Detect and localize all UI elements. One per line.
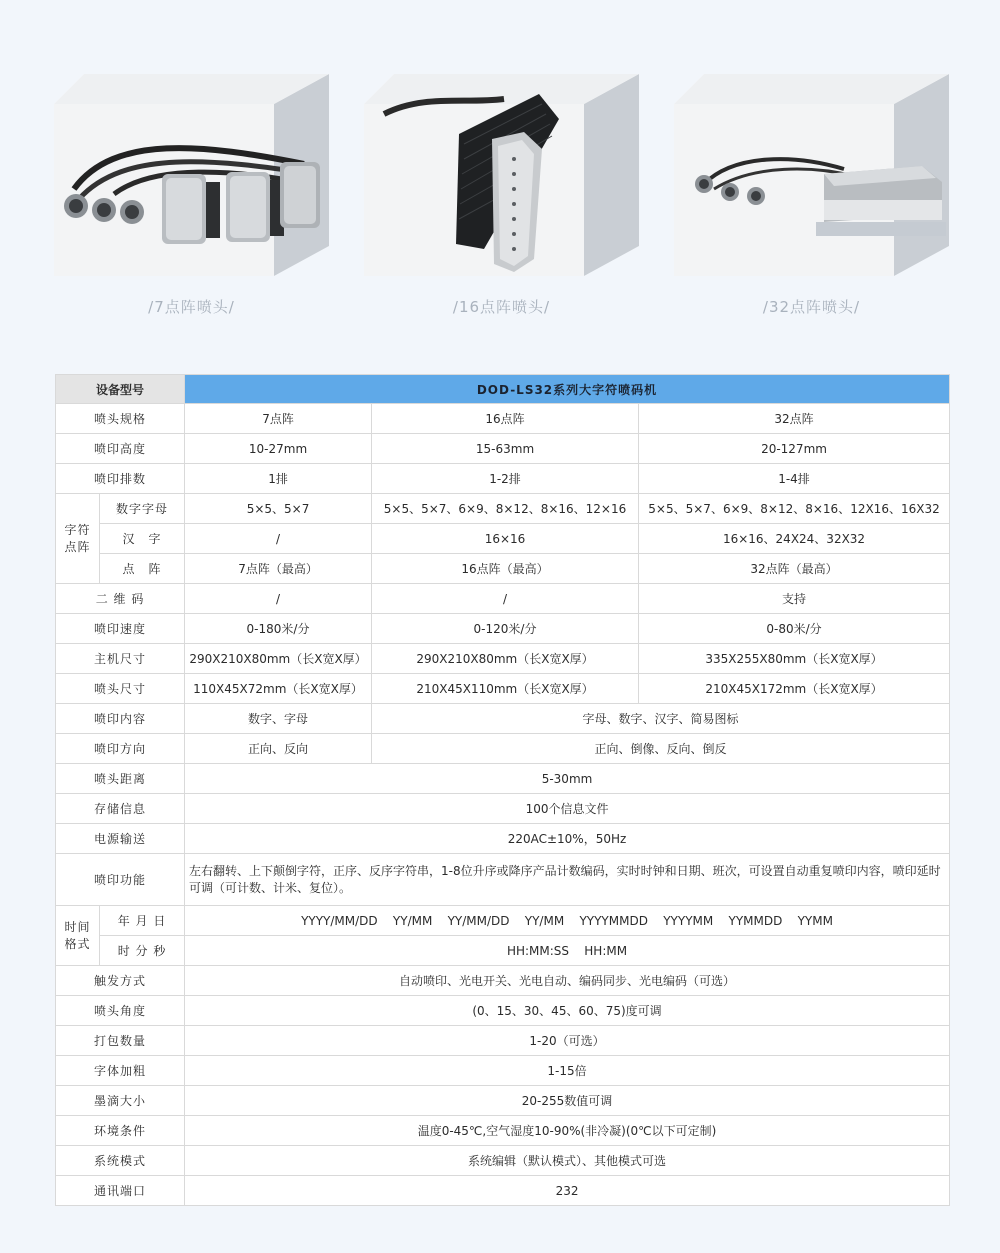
cell: 1-4排 — [639, 464, 950, 494]
row-label: 通讯端口 — [56, 1176, 185, 1206]
row-label: 喷头规格 — [56, 404, 185, 434]
table-row-dots — [56, 554, 950, 584]
cell: 32点阵（最高） — [639, 554, 950, 584]
cell: 7点阵 — [185, 404, 372, 434]
cell: 210X45X172mm（长X宽X厚） — [639, 674, 950, 704]
group-label-time-format — [56, 906, 100, 966]
table-row-environment — [56, 1116, 950, 1146]
cell: 15-63mm — [372, 434, 639, 464]
row-label: 二 维 码 — [56, 584, 185, 614]
cell: 1-2排 — [372, 464, 639, 494]
row-label: 喷印排数 — [56, 464, 185, 494]
table-row-time-format — [56, 936, 950, 966]
cell: 5×5、5×7、6×9、8×12、8×16、12X16、16X32 — [639, 494, 950, 524]
cell: 1-15倍 — [185, 1056, 950, 1086]
cell: 335X255X80mm（长X宽X厚） — [639, 644, 950, 674]
group-label-text: 字符点阵 — [64, 522, 91, 554]
table-row-hanzi — [56, 524, 950, 554]
table-row-date-format — [56, 906, 950, 936]
table-row-pack — [56, 1026, 950, 1056]
row-label: 数字字母 — [100, 494, 185, 524]
cell: / — [185, 524, 372, 554]
photo-caption-32-dot: /32点阵喷头/ — [762, 298, 861, 316]
photo-caption-16-dot: /16点阵喷头/ — [452, 298, 551, 316]
cell: 290X210X80mm（长X宽X厚） — [372, 644, 639, 674]
group-label-char-matrix — [56, 494, 100, 584]
table-row-port — [56, 1176, 950, 1206]
table-row-direction — [56, 734, 950, 764]
table-row-trigger — [56, 966, 950, 996]
cell: 10-27mm — [185, 434, 372, 464]
table-row-print-rows — [56, 464, 950, 494]
table-row-bold — [56, 1056, 950, 1086]
row-label: 喷印内容 — [56, 704, 185, 734]
table-row-model — [56, 375, 950, 404]
cell: (0、15、30、45、60、75)度可调 — [185, 996, 950, 1026]
row-label: 喷印功能 — [56, 854, 185, 906]
cell: 正向、反向 — [185, 734, 372, 764]
print-head-32-dot-photo — [674, 74, 949, 276]
cell: 232 — [185, 1176, 950, 1206]
row-label: 时 分 秒 — [100, 936, 185, 966]
cell: YYYY/MM/DD YY/MM YY/MM/DD YY/MM YYYYMMDD YYYYMM YYMMDD YYMM — [185, 906, 950, 936]
row-label: 触发方式 — [56, 966, 185, 996]
cell: / — [372, 584, 639, 614]
row-label: 系统模式 — [56, 1146, 185, 1176]
cell: 7点阵（最高） — [185, 554, 372, 584]
cell: 左右翻转、上下颠倒字符，正序、反序字符串，1-8位升序或降序产品计数编码，实时时钟和日期、班次，可设置自动重复喷印内容，喷印延时可调（可计数、计米、复位）。 — [185, 854, 950, 906]
table-row-speed — [56, 614, 950, 644]
cell: 字母、数字、汉字、简易图标 — [372, 704, 950, 734]
row-label: 墨滴大小 — [56, 1086, 185, 1116]
cell: 5×5、5×7、6×9、8×12、8×16、12×16 — [372, 494, 639, 524]
cell: 20-127mm — [639, 434, 950, 464]
cell: 16×16 — [372, 524, 639, 554]
cell: 32点阵 — [639, 404, 950, 434]
cell: HH:MM:SS HH:MM — [185, 936, 950, 966]
spec-table — [55, 374, 950, 1206]
row-label: 打包数量 — [56, 1026, 185, 1056]
cell: 210X45X110mm（长X宽X厚） — [372, 674, 639, 704]
row-label: 喷印方向 — [56, 734, 185, 764]
row-label: 环境条件 — [56, 1116, 185, 1146]
row-label: 喷印速度 — [56, 614, 185, 644]
cell: 0-120米/分 — [372, 614, 639, 644]
cell: 5-30mm — [185, 764, 950, 794]
model-value: DOD-LS32系列大字符喷码机 — [185, 375, 950, 404]
table-row-qrcode — [56, 584, 950, 614]
row-label: 字体加粗 — [56, 1056, 185, 1086]
table-row-storage — [56, 794, 950, 824]
cell: 220AC±10%，50Hz — [185, 824, 950, 854]
table-row-droplet — [56, 1086, 950, 1116]
row-label: 电源输送 — [56, 824, 185, 854]
cell: 110X45X72mm（长X宽X厚） — [185, 674, 372, 704]
table-row-head-spec — [56, 404, 950, 434]
cell: 100个信息文件 — [185, 794, 950, 824]
cell: 0-180米/分 — [185, 614, 372, 644]
cell: 数字、字母 — [185, 704, 372, 734]
row-label: 存储信息 — [56, 794, 185, 824]
table-row-system — [56, 1146, 950, 1176]
cell: 1-20（可选） — [185, 1026, 950, 1056]
row-label: 年 月 日 — [100, 906, 185, 936]
cell: 正向、倒像、反向、倒反 — [372, 734, 950, 764]
row-label: 喷头距离 — [56, 764, 185, 794]
table-row-power — [56, 824, 950, 854]
cell: / — [185, 584, 372, 614]
cell: 1排 — [185, 464, 372, 494]
photo-caption-7-dot: /7点阵喷头/ — [148, 298, 235, 316]
model-label: 设备型号 — [56, 375, 185, 404]
table-row-angle — [56, 996, 950, 1026]
product-photos — [0, 0, 1000, 330]
row-label: 喷印高度 — [56, 434, 185, 464]
table-row-alnum — [56, 494, 950, 524]
table-row-distance — [56, 764, 950, 794]
cell: 16点阵 — [372, 404, 639, 434]
row-label: 汉 字 — [100, 524, 185, 554]
table-row-content — [56, 704, 950, 734]
cell: 16点阵（最高） — [372, 554, 639, 584]
table-row-functions — [56, 854, 950, 906]
cell: 16×16、24X24、32X32 — [639, 524, 950, 554]
table-row-print-height — [56, 434, 950, 464]
cell: 温度0-45℃,空气湿度10-90%(非冷凝)(0℃以下可定制) — [185, 1116, 950, 1146]
cell: 0-80米/分 — [639, 614, 950, 644]
row-label: 点 阵 — [100, 554, 185, 584]
cell: 290X210X80mm（长X宽X厚） — [185, 644, 372, 674]
table-row-host-size — [56, 644, 950, 674]
print-head-16-dot-photo — [364, 74, 639, 276]
cell: 自动喷印、光电开关、光电自动、编码同步、光电编码（可选） — [185, 966, 950, 996]
table-row-head-size — [56, 674, 950, 704]
cell: 5×5、5×7 — [185, 494, 372, 524]
row-label: 喷头尺寸 — [56, 674, 185, 704]
cell: 系统编辑（默认模式）、其他模式可选 — [185, 1146, 950, 1176]
print-head-7-dot-photo — [54, 74, 329, 276]
cell: 20-255数值可调 — [185, 1086, 950, 1116]
row-label: 主机尺寸 — [56, 644, 185, 674]
row-label: 喷头角度 — [56, 996, 185, 1026]
cell: 支持 — [639, 584, 950, 614]
group-label-text: 时间格式 — [64, 919, 91, 951]
